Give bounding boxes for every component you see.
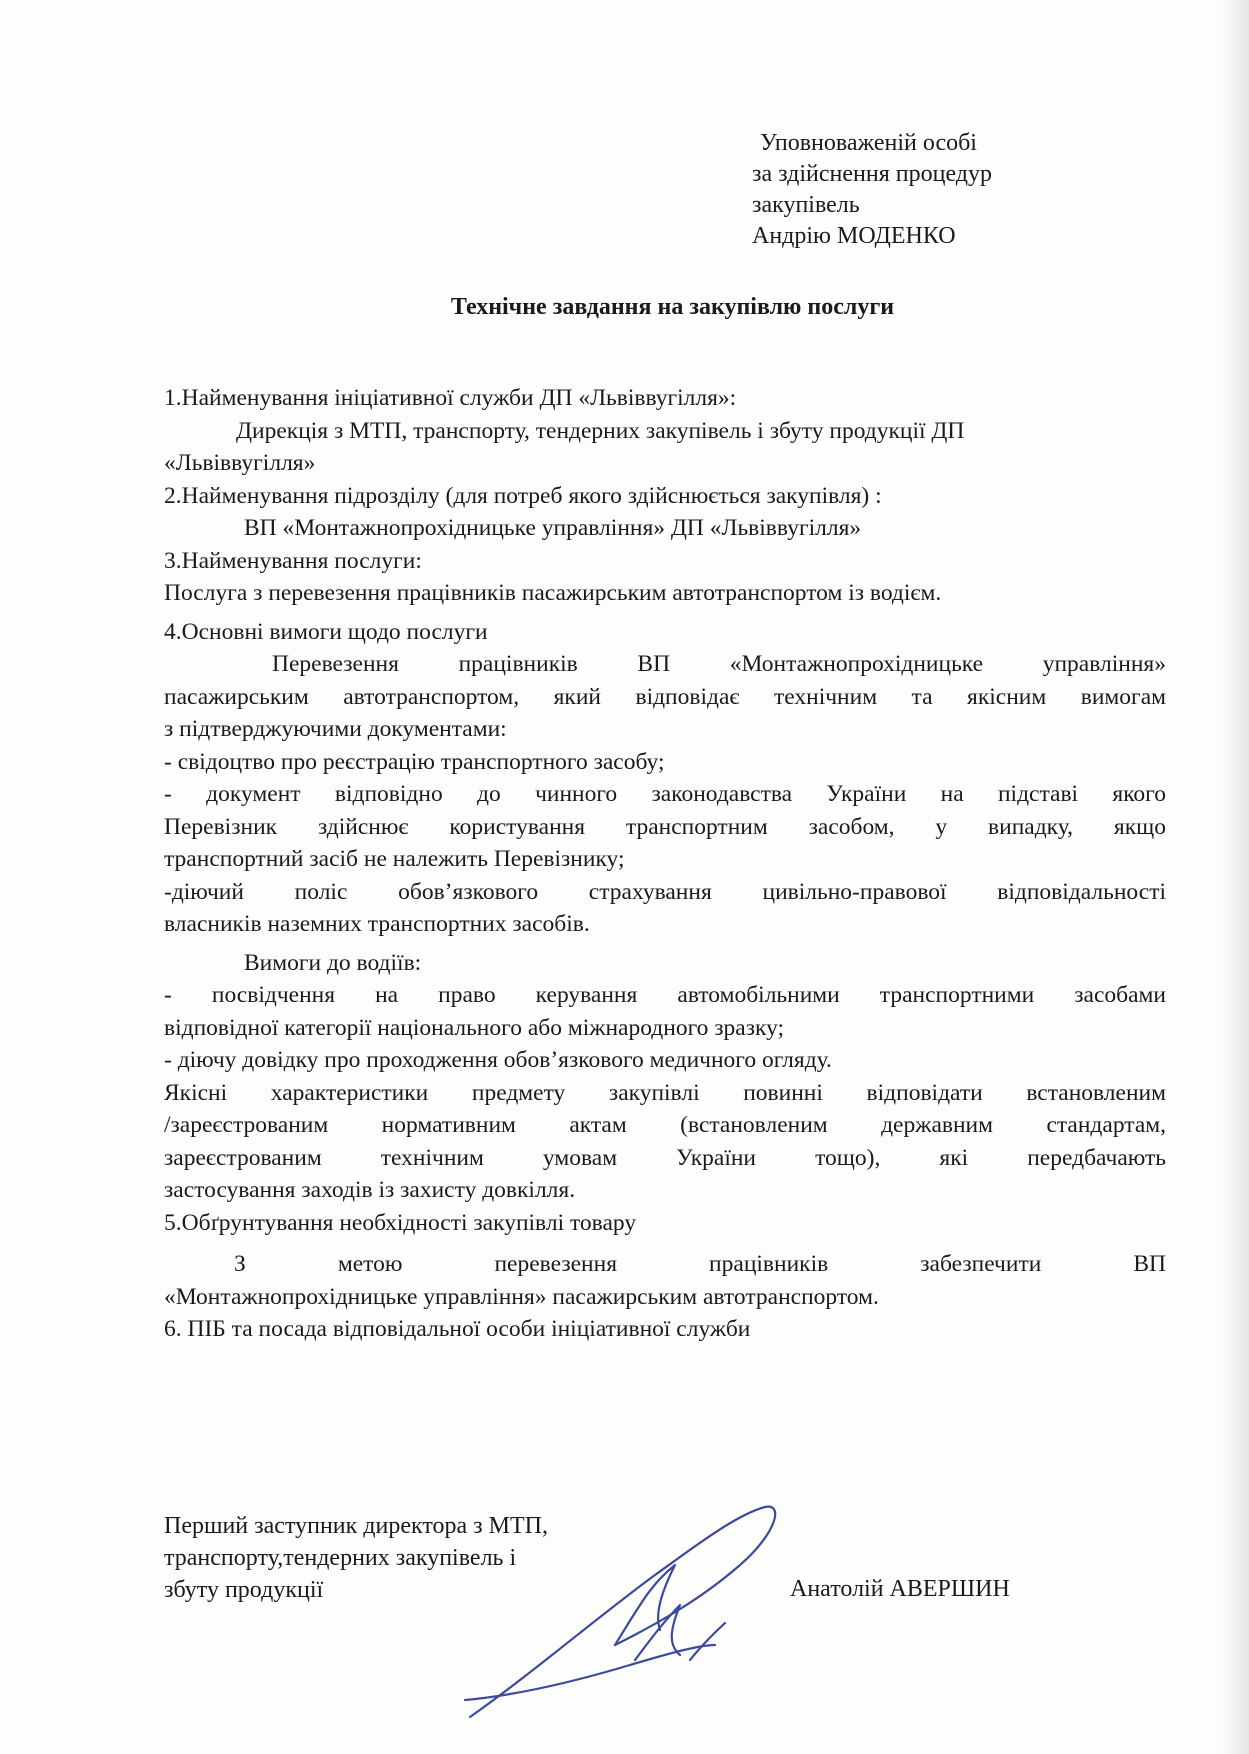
document-body [164, 382, 1166, 1346]
addressee-block [752, 128, 992, 252]
drivers-requirement-2: - діючу довідку про проходження обов’язкового медичного огляду. [164, 1047, 832, 1073]
signatory-position-line-1: Перший заступник директора з МТП, [164, 1513, 548, 1539]
section-1-text-line-1: Дирекція з МТП, транспорту, тендерних закупівель і збуту продукції ДП [236, 417, 965, 444]
drivers-requirement-1-line-1: - посвідчення на право керування автомобільними транспортними засобами [164, 982, 1166, 1008]
section-2-heading: 2.Найменування підрозділу (для потреб якого здійснюється закупівля) : [164, 482, 882, 509]
section-4-bullet-3-line-1: -діючий поліс обов’язкового страхування цивільно-правової відповідальності [164, 878, 1166, 905]
section-4-heading: 4.Основні вимоги щодо послуги [164, 618, 488, 645]
section-4-paragraph-line-2: пасажирським автотранспортом, який відповідає технічним та якісним вимогам [164, 683, 1166, 710]
drivers-requirements-heading: Вимоги до водіїв: [244, 949, 422, 976]
addressee-line-4: Андрію МОДЕНКО [752, 223, 956, 249]
section-4-paragraph-line-3: з підтверджуючими документами: [164, 716, 507, 742]
section-4-paragraph-line-1: Перевезення працівників ВП «Монтажнопрохідницьке управління» [272, 651, 1166, 677]
handwritten-signature [440, 1495, 800, 1725]
section-5-text-line-2: «Монтажнопрохідницьке управління» пасажирським автотранспортом. [164, 1283, 879, 1310]
section-1-heading: 1.Найменування ініціативної служби ДП «Львіввугілля»: [164, 385, 737, 411]
signatory-name: Анатолій АВЕРШИН [790, 1576, 1010, 1602]
addressee-line-3: закупівель [752, 192, 860, 218]
section-4-bullet-3-line-2: власників наземних транспортних засобів. [164, 911, 590, 937]
section-3-text: Послуга з перевезення працівників пасажирським автотранспортом із водієм. [164, 580, 942, 606]
section-3-heading: 3.Найменування послуги: [164, 547, 422, 574]
section-4-bullet-2-line-2: Перевізник здійснює користування транспортним засобом, у випадку, якщо [164, 813, 1166, 840]
section-5-heading: 5.Обґрунтування необхідності закупівлі товару [164, 1209, 637, 1236]
drivers-requirement-1-line-2: відповідної категорії національного або міжнародного зразку; [164, 1014, 785, 1041]
quality-paragraph-line-4: застосування заходів із захисту довкілля. [164, 1177, 576, 1203]
quality-paragraph-line-2: /зареєстрованим нормативним актам (встановленим державним стандартам, [164, 1112, 1166, 1138]
quality-paragraph-line-3: зареєстрованим технічним умовам України тощо), які передбачають [164, 1144, 1166, 1171]
quality-paragraph-line-1: Якісні характеристики предмету закупівлі повинні відповідати встановленим [164, 1079, 1166, 1106]
section-4-bullet-2-line-3: транспортний засіб не належить Перевізнику; [164, 846, 625, 872]
document-title: Технічне завдання на закупівлю послуги [450, 294, 895, 320]
section-2-text: ВП «Монтажнопрохідницьке управління» ДП «Львіввугілля» [244, 515, 862, 541]
section-5-text-line-1: З метою перевезення працівників забезпечити ВП [234, 1251, 1166, 1277]
signatory-position-line-3: збуту продукції [164, 1577, 324, 1603]
scan-edge-shadow [1221, 0, 1249, 1754]
section-1-text-line-2: «Львіввугілля» [164, 450, 316, 476]
addressee-line-1: Уповноваженій особі [760, 130, 977, 156]
section-6-heading: 6. ПІБ та посада відповідальної особи ініціативної служби [164, 1316, 751, 1342]
addressee-line-2: за здійснення процедур [752, 161, 993, 187]
section-4-bullet-2-line-1: - документ відповідно до чинного законодавства України на підставі якого [164, 781, 1166, 807]
section-4-bullet-1: - свідоцтво про реєстрацію транспортного засобу; [164, 748, 665, 775]
signatory-position-line-2: транспорту,тендерних закупівель і [164, 1545, 517, 1571]
